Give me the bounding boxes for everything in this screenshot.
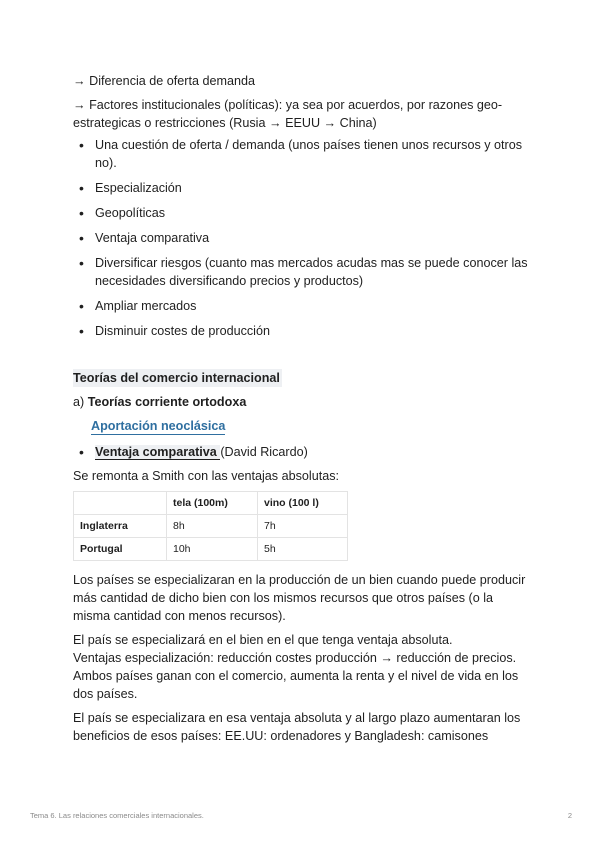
line-absolute: El país se especializará en el bien en el que tenga ventaja absoluta.: [73, 633, 453, 647]
table-cell: 7h: [258, 515, 348, 538]
paragraph-long-term: El país se especializara en esa ventaja absoluta y al largo plazo aumentaran los beneficios de esos países: EE.UU: ordenadores y Bangladesh: camisones: [73, 711, 521, 743]
list-item: • Ampliar mercados: [73, 297, 528, 315]
comparison-table: [73, 491, 348, 561]
section-title-wrap: [73, 369, 528, 387]
list-item: [73, 443, 528, 461]
comparative-advantage-term: Ventaja comparativa: [95, 445, 221, 459]
list-item: • Una cuestión de oferta / demanda (unos países tienen unos recursos y otros no).: [73, 136, 528, 172]
subsection-title: Teorías corriente ortodoxa: [87, 395, 247, 409]
list-item: • Disminuir costes de producción: [73, 322, 528, 340]
table-cell: 10h: [167, 538, 258, 561]
table-row: [74, 515, 348, 538]
list-item: • Geopolíticas: [73, 204, 528, 222]
line-advantages: Ventajas especialización: reducción costes producción → reducción de precios.: [73, 651, 517, 665]
table-header-cell: vino (100 l): [258, 492, 348, 515]
subsection-prefix: a): [73, 395, 88, 409]
table-row: [74, 538, 348, 561]
neoclassical-link[interactable]: Aportación neoclásica: [91, 419, 226, 433]
table-cell: 5h: [258, 538, 348, 561]
table-cell: Portugal: [74, 538, 167, 561]
reasons-list: [73, 136, 528, 340]
list-item: • Ventaja comparativa: [73, 229, 528, 247]
intro-line-1: → Diferencia de oferta demanda: [73, 74, 256, 88]
section-title: Teorías del comercio internacional: [73, 371, 280, 385]
table-header-row: [74, 492, 348, 515]
line-both-gain: Ambos países ganan con el comercio, aumenta la renta y el nivel de vida en los dos países.: [73, 669, 519, 701]
comparative-list: [73, 443, 528, 461]
list-item: • Diversificar riesgos (cuanto mas mercados acudas mas se puede conocer las necesidades diversificando precios y productos): [73, 254, 528, 290]
paragraph-absolute-advantage: [73, 631, 528, 703]
page-number: 2: [567, 811, 572, 820]
page-footer: [30, 811, 572, 820]
table-header-cell: [74, 492, 167, 515]
smith-line: Se remonta a Smith con las ventajas absolutas:: [73, 469, 340, 483]
document-body: [73, 72, 528, 751]
table-cell: Inglaterra: [74, 515, 167, 538]
table-header-cell: tela (100m): [167, 492, 258, 515]
subsection-heading: [73, 393, 528, 411]
list-item: • Especialización: [73, 179, 528, 197]
ricardo-note: (David Ricardo): [220, 445, 308, 459]
paragraph-specialization: Los países se especializaran en la producción de un bien cuando puede producir más cantidad de dicho bien con los mismos recursos que otros países (o la misma cantidad con menos recursos).: [73, 573, 526, 623]
intro-line-2: → Factores institucionales (políticas): ya sea por acuerdos, por razones geo-estrategicas o restricciones (Rusia → EEUU → China): [73, 98, 503, 130]
table-cell: 8h: [167, 515, 258, 538]
footer-text: Tema 6. Las relaciones comerciales internacionales.: [30, 811, 204, 820]
